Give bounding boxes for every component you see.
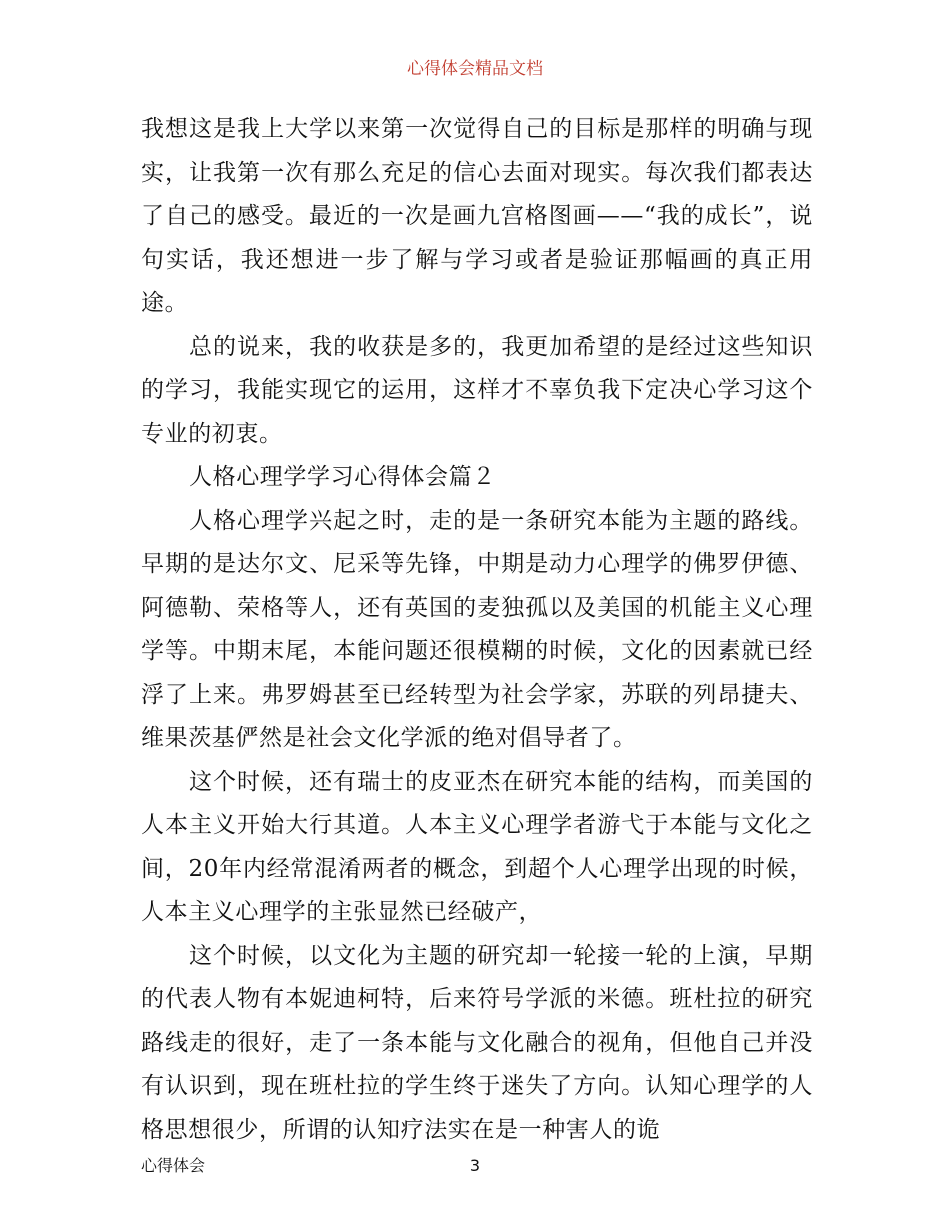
- section-heading: 人格心理学学习心得体会篇２: [189, 464, 496, 490]
- paragraph-5: 这个时候，以文化为主题的研究却一轮接一轮的上演，早期的代表人物有本妮迪柯特，后来符号学派的米德。班杜拉的研究路线走的很好，走了一条本能与文化融合的视角，但他自己并没有认识到，现在班杜拉的学生终于迷失了方向。认知心理学的人格思想很少，所谓的认知疗法实在是一种害人的诡: [141, 942, 813, 1143]
- document-body: [141, 108, 813, 1152]
- paragraph-1: 我想这是我上大学以来第一次觉得自己的目标是那样的明确与现实，让我第一次有那么充足的信心去面对现实。每次我们都表达了自己的感受。最近的一次是画九宫格图画——“我的成长”，说句实话，我还想进一步了解与学习或者是验证那幅画的真正用途。: [141, 116, 813, 316]
- page-number: 3: [469, 1156, 481, 1175]
- paragraph-4: 这个时候，还有瑞士的皮亚杰在研究本能的结构，而美国的人本主义开始大行其道。人本主义心理学者游弋于本能与文化之间，20年内经常混淆两者的概念，到超个人心理学出现的时候，人本主义心理学的主张显然已经破产，: [141, 768, 813, 925]
- paragraph-3: 人格心理学兴起之时，走的是一条研究本能为主题的路线。早期的是达尔文、尼采等先锋，中期是动力心理学的佛罗伊德、阿德勒、荣格等人，还有英国的麦独孤以及美国的机能主义心理学等。中期末尾，本能问题还很模糊的时候，文化的因素就已经浮了上来。弗罗姆甚至已经转型为社会学家，苏联的列昂捷夫、维果茨基俨然是社会文化学派的绝对倡导者了。: [141, 507, 813, 751]
- paragraph-2: 总的说来，我的收获是多的，我更加希望的是经过这些知识的学习，我能实现它的运用，这样才不辜负我下定决心学习这个专业的初衷。: [141, 333, 813, 447]
- document-header-title: 心得体会精品文档: [407, 59, 543, 79]
- footer-label: 心得体会: [141, 1156, 206, 1175]
